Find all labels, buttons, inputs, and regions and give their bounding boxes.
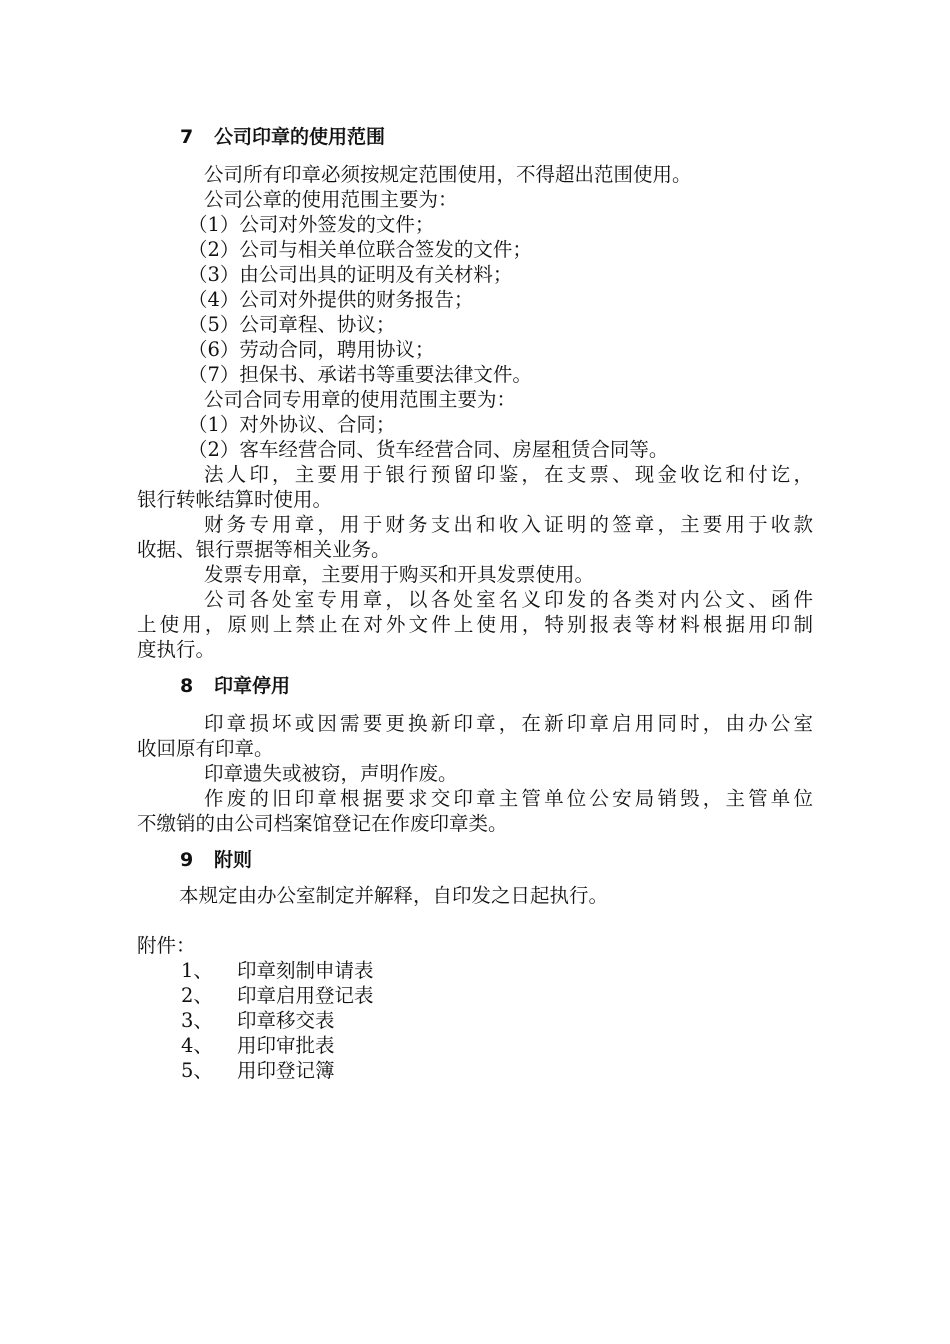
paragraph-line: 公司合同专用章的使用范围主要为： [204, 388, 517, 411]
paragraph-line: 财务专用章，用于财务支出和收入证明的签章，主要用于收款 [204, 513, 813, 536]
section-number: 9 [180, 849, 194, 871]
attachment-index: 2、 [181, 984, 213, 1007]
attachment-index: 3、 [181, 1009, 213, 1032]
paragraph-line: 法人印，主要用于银行预留印鉴，在支票、现金收讫和付讫， [204, 463, 813, 486]
paragraph-line: 发票专用章，主要用于购买和开具发票使用。 [204, 563, 595, 586]
section-heading [180, 673, 290, 699]
attachment-item [181, 1008, 335, 1034]
section-title: 印章停用 [214, 675, 291, 697]
paragraph-line: 上使用，原则上禁止在对外文件上使用，特别报表等材料根据用印制 [137, 613, 813, 636]
list-item: （2）公司与相关单位联合签发的文件； [188, 238, 532, 261]
paragraph-line: 印章遗失或被窃，声明作废。 [204, 762, 458, 785]
section-number: 8 [180, 675, 194, 697]
paragraph-line: 收回原有印章。 [137, 737, 274, 760]
attachment-item [181, 958, 374, 984]
section-number: 7 [180, 126, 194, 148]
attachment-name: 用印登记簿 [237, 1059, 335, 1082]
attachment-index: 1、 [181, 959, 213, 982]
attachment-item [181, 1033, 335, 1059]
list-item: （4）公司对外提供的财务报告； [188, 288, 474, 311]
attachment-name: 印章移交表 [237, 1009, 335, 1032]
paragraph-line: 印章损坏或因需要更换新印章，在新印章启用同时，由办公室 [204, 712, 813, 735]
attachments-label: 附件： [137, 934, 196, 957]
list-item: （1）公司对外签发的文件； [188, 213, 435, 236]
attachment-name: 印章刻制申请表 [237, 959, 374, 982]
attachment-index: 5、 [181, 1059, 213, 1082]
section-heading [180, 124, 385, 150]
section-title: 公司印章的使用范围 [214, 126, 386, 148]
attachment-name: 用印审批表 [237, 1034, 335, 1057]
list-item: （6）劳动合同，聘用协议； [188, 338, 435, 361]
paragraph-line: 收据、银行票据等相关业务。 [137, 538, 391, 561]
paragraph-line: 银行转帐结算时使用。 [137, 488, 333, 511]
list-item: （1）对外协议、合同； [188, 413, 396, 436]
list-item: （7）担保书、承诺书等重要法律文件。 [188, 363, 532, 386]
attachment-index: 4、 [181, 1034, 213, 1057]
paragraph-line: 本规定由办公室制定并解释，自印发之日起执行。 [179, 884, 609, 907]
paragraph-line: 公司公章的使用范围主要为： [204, 188, 458, 211]
paragraph-line: 度执行。 [137, 638, 216, 661]
paragraph-line: 公司各处室专用章，以各处室名义印发的各类对内公文、函件 [204, 588, 813, 611]
attachment-item [181, 1058, 335, 1084]
section-title: 附则 [214, 849, 253, 871]
paragraph-line: 不缴销的由公司档案馆登记在作废印章类。 [137, 812, 508, 835]
paragraph-line: 公司所有印章必须按规定范围使用，不得超出范围使用。 [204, 163, 692, 186]
attachment-name: 印章启用登记表 [237, 984, 374, 1007]
list-item: （2）客车经营合同、货车经营合同、房屋租赁合同等。 [188, 438, 669, 461]
section-heading [180, 847, 252, 873]
attachment-item [181, 983, 374, 1009]
list-item: （3）由公司出具的证明及有关材料； [188, 263, 513, 286]
list-item: （5）公司章程、协议； [188, 313, 396, 336]
paragraph-line: 作废的旧印章根据要求交印章主管单位公安局销毁，主管单位 [204, 787, 813, 810]
